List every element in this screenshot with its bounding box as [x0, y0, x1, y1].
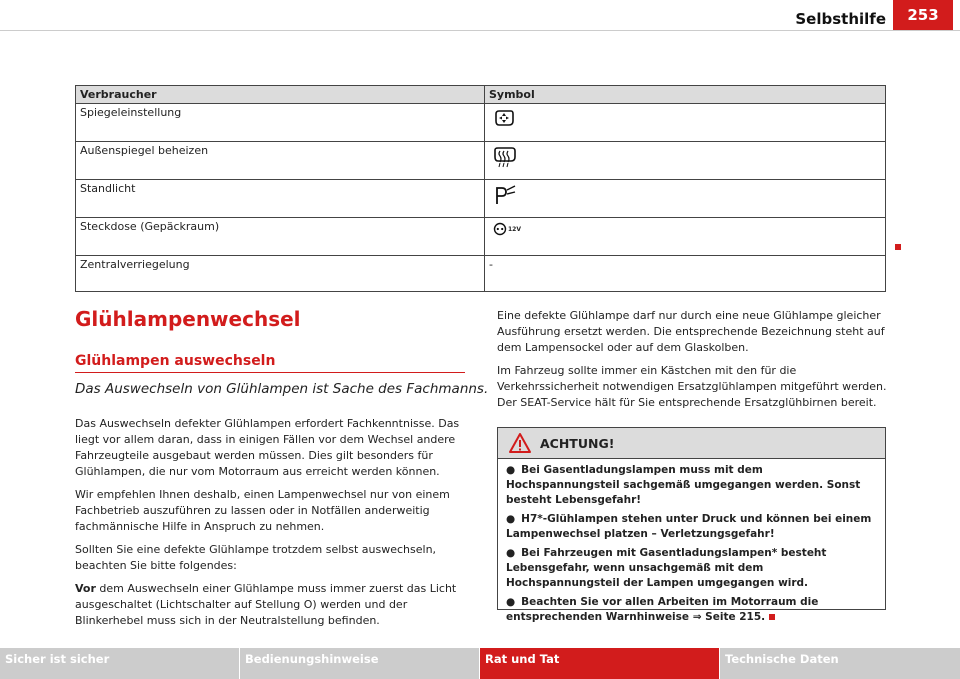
warning-triangle-icon [508, 432, 532, 454]
end-of-section-marker [769, 614, 775, 620]
cross-reference-arrow-icon: ⇒ [692, 611, 702, 623]
tab-sicher-ist-sicher[interactable]: Sicher ist sicher [0, 648, 239, 679]
section-summary: Das Auswechseln von Glühlampen ist Sache des Fachmanns. [75, 381, 489, 397]
body-paragraph: Eine defekte Glühlampe darf nur durch eine neue Glühlampe gleicher Ausführung ersetzt werden. Die entsprechende Bezeichnung steht auf dem Lampensockel oder auf dem Glaskolben. [497, 309, 885, 354]
tab-bedienungshinweise[interactable]: Bedienungshinweise [240, 648, 479, 679]
warning-header [498, 428, 885, 459]
warning-body [498, 459, 885, 625]
table-row [76, 256, 886, 292]
page-reference-link[interactable]: Seite 215. [705, 611, 766, 623]
parking-light-icon [493, 184, 517, 206]
bullet-icon: ● [506, 547, 516, 559]
body-paragraph: Im Fahrzeug sollte immer ein Kästchen mit den für die Verkehrssicherheit notwendigen Ersatzglühlampen mitgeführt werden. Der SEAT-Service hält für Sie entsprechende Ersatzglühbirnen bereit. [497, 364, 887, 409]
consumer-cell: Spiegeleinstellung [76, 104, 485, 142]
consumer-cell: Zentralverriegelung [76, 256, 485, 292]
mirror-adjust-icon [493, 108, 515, 128]
body-paragraph: Sollten Sie eine defekte Glühlampe trotzdem selbst auswechseln, beachten Sie bitte folgendes: [75, 543, 437, 572]
table-row [76, 180, 886, 218]
right-column-text [497, 308, 889, 418]
subsection-divider [75, 372, 465, 373]
section-title: Glühlampenwechsel [75, 307, 301, 331]
warning-item [506, 546, 877, 591]
tab-technische-daten[interactable]: Technische Daten [720, 648, 960, 679]
table-row [76, 142, 886, 180]
warning-item-text: Bei Gasentladungslampen muss mit dem Hochspannungsteil sachgemäß umgegangen werden. Sonst besteht Lebensgefahr! [506, 464, 861, 506]
consumer-symbol-table [75, 85, 886, 292]
body-paragraph: Wir empfehlen Ihnen deshalb, einen Lampenwechsel nur von einem Fachbetrieb auszuführen zu lassen oder in Notfällen anderweitig fachmännische Hilfe in Anspruch zu nehmen. [75, 488, 450, 533]
running-header-title: Selbsthilfe [795, 10, 886, 28]
footer-chapter-tabs [0, 648, 960, 679]
consumer-cell: Standlicht [76, 180, 485, 218]
tab-rat-und-tat[interactable]: Rat und Tat [480, 648, 719, 679]
mirror-heating-icon [493, 146, 517, 168]
warning-item [506, 512, 877, 542]
warning-item-text: Beachten Sie vor allen Arbeiten im Motorraum die entsprechenden Warnhinweise [506, 596, 819, 623]
table-row [76, 218, 886, 256]
symbol-cell [485, 218, 886, 256]
consumer-cell: Steckdose (Gepäckraum) [76, 218, 485, 256]
paragraph-text: dem Auswechseln einer Glühlampe muss immer zuerst das Licht ausgeschaltet (Lichtschalter auf Stellung O) werden und der Blinkerhebel muss sich in der Neutralstellung befinden. [75, 582, 457, 627]
paragraph-lead-word: Vor [75, 582, 96, 595]
symbol-cell [485, 180, 886, 218]
warning-item [506, 595, 877, 625]
column-header-consumer: Verbraucher [76, 86, 485, 104]
page-number: 253 [893, 0, 953, 30]
warning-item-text: H7*-Glühlampen stehen unter Druck und können bei einem Lampenwechsel platzen – Verletzungsgefahr! [506, 513, 872, 540]
socket-voltage-label: 12V [508, 225, 521, 233]
socket-circle-icon [493, 222, 507, 236]
warning-item-text: Bei Fahrzeugen mit Gasentladungslampen* besteht Lebensgefahr, wenn unsachgemäß mit dem Hochspannungsteil der Lampen umgegangen wird. [506, 547, 827, 589]
body-paragraph: Das Auswechseln defekter Glühlampen erfordert Fachkenntnisse. Das liegt vor allem daran, dass in einigen Fällen vor dem Wechsel andere Fahrzeugteile ausgebaut werden müssen. Dies gilt besonders für Glühlampen, die nur vom Motorraum aus erreicht werden können. [75, 417, 460, 478]
power-socket-12v-icon [493, 222, 521, 236]
symbol-cell [485, 104, 886, 142]
subsection-title: Glühlampen auswechseln [75, 353, 276, 369]
bullet-icon: ● [506, 464, 516, 476]
symbol-cell [485, 142, 886, 180]
body-paragraph [75, 581, 470, 629]
warning-box [497, 427, 886, 623]
end-of-section-marker [895, 244, 901, 250]
table-header-row [76, 86, 886, 104]
left-column-text [75, 416, 470, 636]
bullet-icon: ● [506, 596, 516, 608]
warning-item [506, 463, 877, 508]
warning-title: ACHTUNG! [540, 435, 615, 451]
column-header-symbol: Symbol [485, 86, 886, 104]
header-divider [0, 30, 960, 31]
table-row [76, 104, 886, 142]
symbol-cell: - [485, 256, 886, 292]
consumer-cell: Außenspiegel beheizen [76, 142, 485, 180]
bullet-icon: ● [506, 513, 516, 525]
